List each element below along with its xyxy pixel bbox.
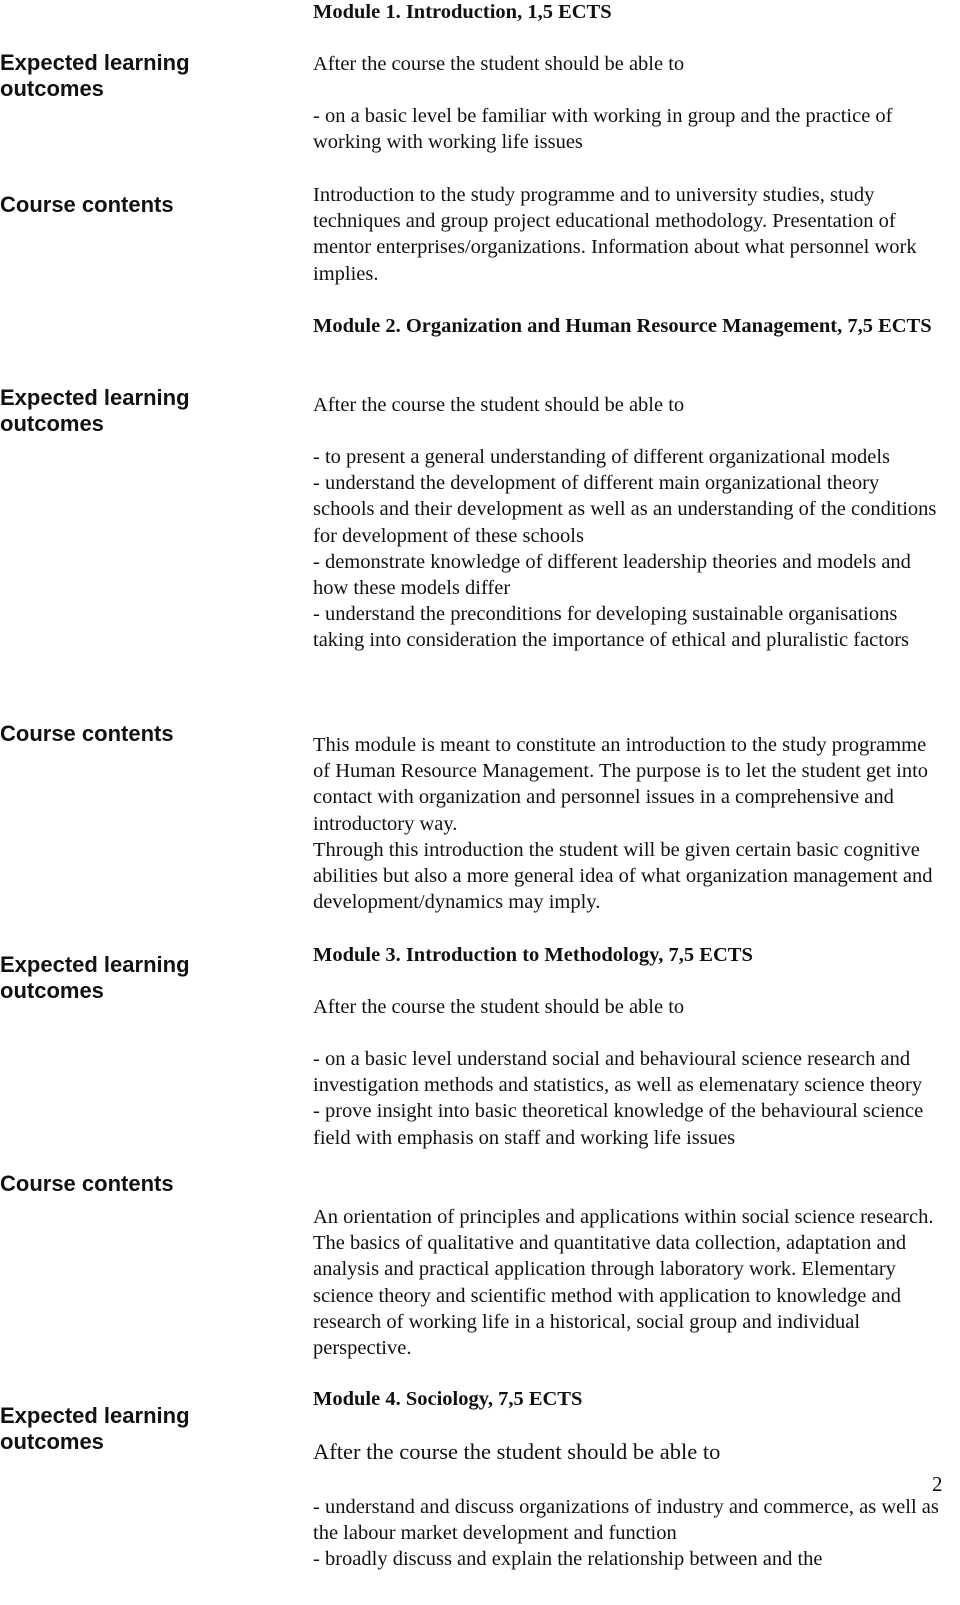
- module-4-outcomes-intro: After the course the student should be able to: [313, 1439, 721, 1464]
- module-2-contents-label: Course contents: [0, 721, 174, 746]
- module-3-outcomes-list: - on a basic level understand social and behavioural science research and investigation methods and statistics, as well as elemenatary science theory - prove insight into basic theoretical knowledge of the behavioural science field with emphasis on staff and working life issues: [313, 1048, 924, 1149]
- module-2-contents-text: This module is meant to constitute an introduction to the study programme of Human Resource Management. The purpose is to let the student get into contact with organization and personnel issues in a comprehensive and introductory way. Through this introduction the student will be given certain basic cognitive abilities but also a more general idea of what organization management and development/dynamics may imply.: [313, 734, 933, 914]
- module-3-title: Module 3. Introduction to Methodology, 7,5 ECTS: [313, 944, 753, 966]
- module-3-contents-text: An orientation of principles and applications within social science research. The basics of qualitative and quantitative data collection, adaptation and analysis and practical application through laboratory work. Elementary science theory and scientific method with application to knowledge and research of working life in a historical, social group and individual perspective.: [313, 1206, 934, 1360]
- module-2-outcomes-list: - to present a general understanding of different organizational models - understand the development of different main organizational theory schools and their development as well as an understanding of the conditions for development of these schools - demonstrate knowledge of different leadership theories and models and how these models differ - understand the preconditions for developing sustainable organisations taking into consideration the importance of ethical and pluralistic factors: [313, 446, 937, 652]
- module-1-title: Module 1. Introduction, 1,5 ECTS: [313, 1, 612, 23]
- module-3-contents-label: Course contents: [0, 1171, 174, 1196]
- module-4-outcomes-list: - understand and discuss organizations of industry and commerce, as well as the labour market development and function - broadly discuss and explain the relationship between and the: [313, 1496, 939, 1571]
- module-1-outcomes-intro: After the course the student should be able to: [313, 53, 685, 75]
- module-4-title: Module 4. Sociology, 7,5 ECTS: [313, 1388, 583, 1410]
- module-4-outcomes-label: Expected learning outcomes: [0, 1403, 190, 1454]
- module-2-outcomes-label: Expected learning outcomes: [0, 385, 190, 436]
- module-1-contents-text: Introduction to the study programme and to university studies, study techniques and group project educational methodology. Presentation of mentor enterprises/organizations. Information about what personnel work implies.: [313, 184, 917, 285]
- module-1-outcomes-list: - on a basic level be familiar with working in group and the practice of working with working life issues: [313, 105, 893, 154]
- page-number: 2: [932, 1472, 943, 1496]
- module-3-outcomes-label: Expected learning outcomes: [0, 952, 190, 1003]
- module-2-outcomes-intro: After the course the student should be able to: [313, 394, 685, 416]
- module-2-title: Module 2. Organization and Human Resource Management, 7,5 ECTS: [313, 315, 932, 337]
- module-1-outcomes-label: Expected learning outcomes: [0, 50, 190, 101]
- module-3-outcomes-intro: After the course the student should be able to: [313, 996, 685, 1018]
- module-1-contents-label: Course contents: [0, 192, 174, 217]
